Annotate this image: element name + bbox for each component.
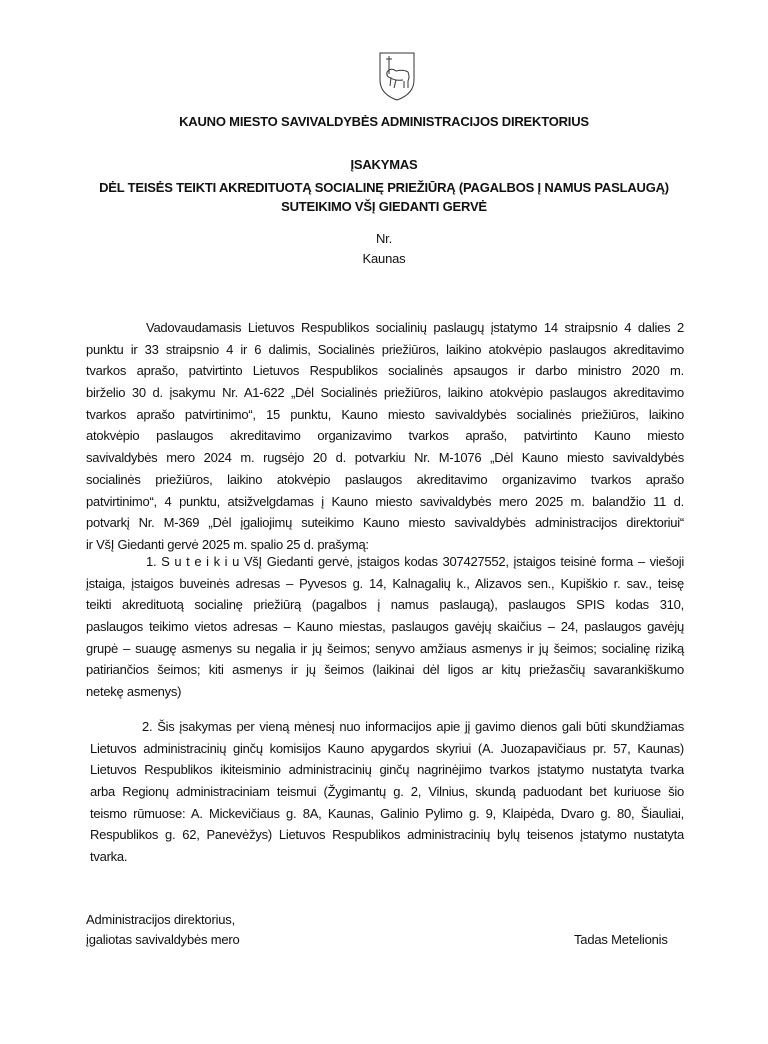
text-line: 1. S u t e i k i u VšĮ Giedanti gervė, įstaigos kodas 307427552, įstaigos teisinė forma – viešoji xyxy=(146,554,684,569)
institution-title: KAUNO MIESTO SAVIVALDYBĖS ADMINISTRACIJOS DIREKTORIUS xyxy=(179,114,589,129)
document-place: Kaunas xyxy=(362,251,406,266)
text-line: potvarkį Nr. M-369 „Dėl įgaliojimų suteikimo Kauno miesto savivaldybės administracijos direktoriui“ xyxy=(86,515,684,531)
text-line: savivaldybės mero 2024 m. rugsėjo 20 d. potvarkiu Nr. M-1076 „Dėl Kauno miesto savivaldybės xyxy=(86,450,684,466)
document-number: Nr. xyxy=(375,231,392,246)
document-type: ĮSAKYMAS xyxy=(350,157,418,172)
text-line: 2. Šis įsakymas per vieną mėnesį nuo informacijos apie jį gavimo dienos gali būti skundžiamas xyxy=(142,719,684,734)
text-line: patvirtinimo“, 4 punktu, atsižvelgdamas į Kauno miesto savivaldybės mero 2025 m. balandžio 11 d. xyxy=(86,493,684,509)
signatory-position xyxy=(86,910,240,950)
text-line: ir VšĮ Giedanti gervė 2025 m. spalio 25 d. prašymą: xyxy=(86,536,369,552)
text-line: teismo rūmuose: A. Mickevičiaus g. 8A, Kaunas, Galinio Pylimo g. 9, Klaipėda, Dvaro g. 80, Šiauliai, xyxy=(90,805,684,821)
text-line: Lietuvos Respublikos ikiteisminio administracinių ginčų nagrinėjimo tvarkos įstatymo nustatyta tvarka xyxy=(90,762,684,778)
signatory-position-line1: Administracijos direktorius, xyxy=(86,912,236,927)
text-line: netekę asmenys) xyxy=(86,684,182,700)
text-line: tvarkos aprašo, patvirtinto Lietuvos Respublikos socialinės apsaugos ir darbo ministro 2020 m. xyxy=(86,363,684,379)
text-line: birželio 30 d. įsakymu Nr. A1-622 „Dėl Socialinės priežiūros, laikino atokvėpio paslaugos akreditavimo xyxy=(86,385,684,401)
text-line: tvarka. xyxy=(90,849,128,865)
text-line: socialinės priežiūros, laikino atokvėpio paslaugos akreditavimo organizavimo tvarkos aprašo xyxy=(86,471,684,487)
text-line: atokvėpio paslaugos akreditavimo organizavimo tvarkos aprašo, patvirtinto Kauno miesto xyxy=(86,428,684,444)
text-line: punktu ir 33 straipsnio 4 ir 6 dalimis, Socialinės priežiūros, laikino atokvėpio paslaugos akreditavimo xyxy=(86,341,684,357)
text-line: patiriančios šeimos; kiti asmenys ir jų šeimos (laikinai dėl ligos ar kitų priežasčių savarankiškumo xyxy=(86,662,684,678)
signatory-name: Tadas Metelionis xyxy=(574,932,668,947)
text-line: teikti akredituotą socialinę priežiūrą (pagalbos į namus paslaugą), paslaugos SPIS kodas 310, xyxy=(86,597,684,613)
text-line: Vadovaudamasis Lietuvos Respublikos socialinių paslaugų įstatymo 14 straipsnio 4 dalies 2 xyxy=(146,320,684,335)
text-line: įstaiga, įstaigos buveinės adresas – Pyvesos g. 14, Kalnagalių k., Alizavos sen., Kupiškio r. sav., teisę xyxy=(86,575,684,591)
text-line: tvarkos aprašo patvirtinimo“, 15 punktu, Kauno miesto savivaldybės socialinės priežiūros, laikino xyxy=(86,406,684,422)
text-line: paslaugos teikimo vietos adresas – Kauno miestas, paslaugos gavėjų skaičius – 24, paslaugos gavėjų xyxy=(86,619,684,635)
document-title-line2: SUTEIKIMO VŠĮ GIEDANTI GERVĖ xyxy=(281,199,487,214)
signatory-position-line2: įgaliotas savivaldybės mero xyxy=(86,932,240,947)
text-line: grupė – suaugę asmenys su negalia ir jų šeimos; senyvo amžiaus asmenys ir jų šeimos; socialinę riziką xyxy=(86,640,684,656)
item-1-paragraph xyxy=(86,551,684,703)
document-title-line1: DĖL TEISĖS TEIKTI AKREDITUOTĄ SOCIALINĘ PRIEŽIŪRĄ (PAGALBOS Į NAMUS PASLAUGĄ) xyxy=(99,180,669,195)
text-line: Lietuvos administracinių ginčų komisijos Kauno apygardos skyriui (A. Juozapavičiaus pr. 57, Kaunas) xyxy=(90,740,684,756)
item-2-paragraph xyxy=(90,716,684,868)
text-line: Respublikos g. 62, Panevėžys) Lietuvos Respublikos administracinių bylų teisenos įstatymo nustatyta xyxy=(90,827,684,843)
kaunas-coat-of-arms-icon xyxy=(377,50,417,102)
text-line: arba Regionų administraciniam teismui (Žygimantų g. 2, Vilnius, skundą paduodant bet kuriuose šio xyxy=(90,784,684,800)
preamble-paragraph xyxy=(86,317,684,556)
